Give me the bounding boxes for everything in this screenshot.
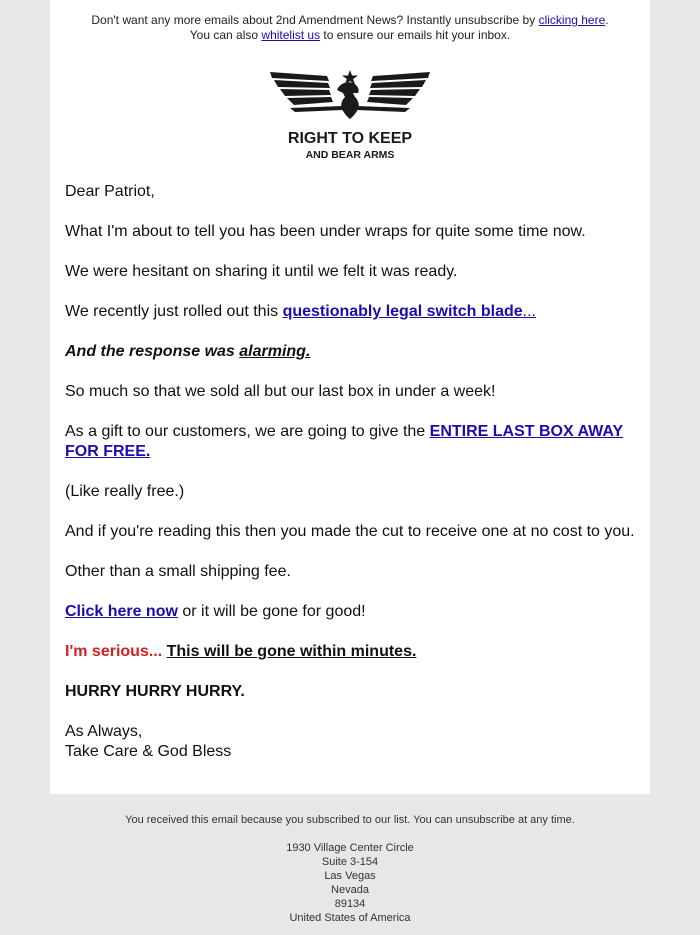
address-line: 1930 Village Center Circle xyxy=(286,842,414,854)
email-card xyxy=(50,0,650,794)
preheader xyxy=(50,13,650,43)
preheader-punct-1: . xyxy=(605,13,609,27)
mailing-address xyxy=(0,841,700,925)
email-footer xyxy=(0,813,700,925)
serious-text: I'm serious... xyxy=(65,643,163,660)
alarming-emphasis: alarming. xyxy=(239,343,311,360)
email-body xyxy=(65,182,640,762)
paragraph-3-text: We recently just rolled out this xyxy=(65,303,283,320)
switch-blade-ellipsis-link[interactable]: ... xyxy=(522,303,536,320)
preheader-text-3: to ensure our emails hit your inbox. xyxy=(320,28,511,42)
brand-logo xyxy=(265,68,435,164)
paragraph-9: Other than a small shipping fee. xyxy=(65,563,291,580)
closing-line-2: Take Care & God Bless xyxy=(65,743,232,760)
gone-within-minutes-text: This will be gone within minutes. xyxy=(166,643,417,660)
closing-line-1: As Always, xyxy=(65,723,143,740)
preheader-text-1: Don't want any more emails about 2nd Amendment News? Instantly unsubscribe by xyxy=(91,13,539,27)
paragraph-11 xyxy=(65,642,640,662)
paragraph-4 xyxy=(65,342,640,362)
paragraph-10-text: or it will be gone for good! xyxy=(177,603,366,620)
address-line: 89134 xyxy=(334,898,366,910)
paragraph-2: We were hesitant on sharing it until we felt it was ready. xyxy=(65,263,458,280)
hurry-text: HURRY HURRY HURRY. xyxy=(65,683,245,700)
greeting: Dear Patriot, xyxy=(65,183,155,200)
paragraph-3 xyxy=(65,302,640,322)
free-box-link[interactable]: ENTIRE LAST BOX AWAY FOR FREE. xyxy=(65,423,624,460)
paragraph-1: What I'm about to tell you has been under wraps for quite some time now. xyxy=(65,223,586,240)
address-line: United States of America xyxy=(289,912,411,924)
whitelist-link[interactable]: whitelist us xyxy=(261,28,321,42)
paragraph-8: And if you're reading this then you made the cut to receive one at no cost to you. xyxy=(65,523,635,540)
closing xyxy=(65,722,640,762)
preheader-text-2: You can also xyxy=(189,28,262,42)
unsubscribe-link[interactable]: clicking here xyxy=(538,13,606,27)
paragraph-6-text: As a gift to our customers, we are going to give the xyxy=(65,423,430,440)
svg-text:AND BEAR ARMS: AND BEAR ARMS xyxy=(305,149,395,161)
paragraph-6 xyxy=(65,422,640,462)
eagle-wings-icon xyxy=(270,70,430,119)
subscription-notice: You received this email because you subscribed to our list. You can unsubscribe at any time. xyxy=(125,814,575,826)
paragraph-5: So much so that we sold all but our last box in under a week! xyxy=(65,383,496,400)
paragraph-4-text: And the response was xyxy=(65,343,240,360)
paragraph-10 xyxy=(65,602,640,622)
switch-blade-link[interactable]: questionably legal switch blade xyxy=(282,303,523,320)
svg-text:RIGHT TO KEEP: RIGHT TO KEEP xyxy=(287,130,413,147)
address-line: Las Vegas xyxy=(324,870,376,882)
paragraph-7: (Like really free.) xyxy=(65,483,185,500)
address-line: Nevada xyxy=(331,884,369,896)
click-here-now-link[interactable]: Click here now xyxy=(65,603,178,620)
address-line: Suite 3-154 xyxy=(321,856,379,868)
